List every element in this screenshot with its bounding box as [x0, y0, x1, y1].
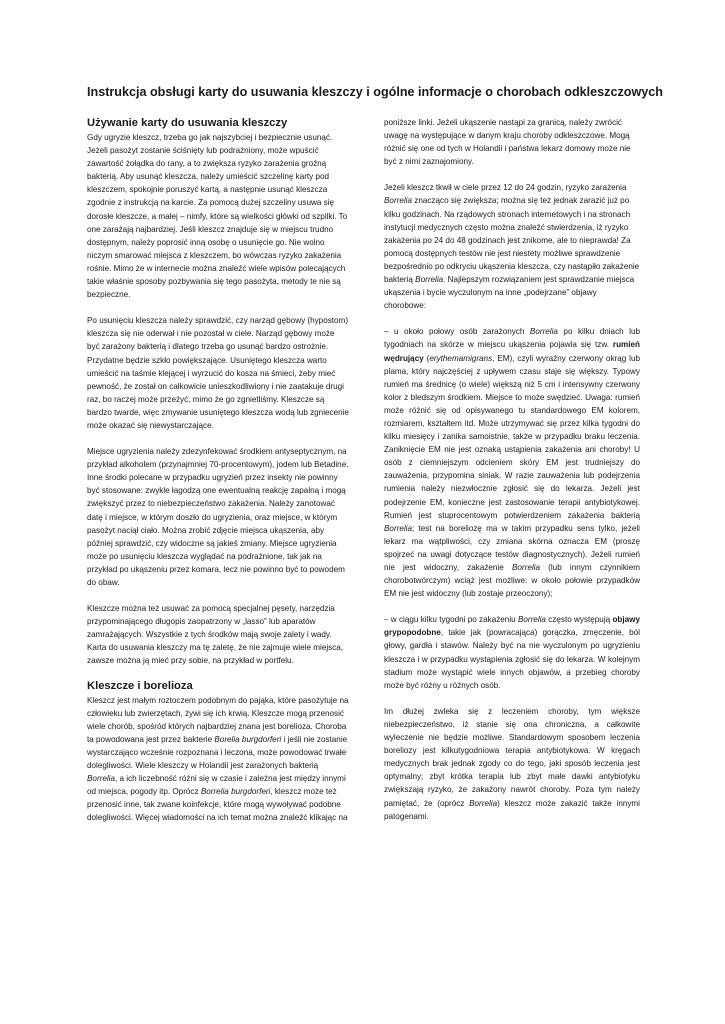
- section-heading-ticks-borreliosis: Kleszcze i borelioza: [87, 679, 193, 692]
- document-title: Instrukcja obsługi karty do usuwania kleszczy i ogólne informacje o chorobach odkleszczowych: [87, 85, 663, 99]
- italic-term: Borrelia: [384, 523, 412, 533]
- paragraph-abroad: poniższe linki. Jeżeli ukąszenie nastąpi za granicą, należy zwrócić uwagę na występujące w danym kraju choroby odkleszczowe. Mogą różnić się one od tych w Holandii i państwa lekarz domowy może nie być z nimi zaznajomiony.: [384, 118, 631, 167]
- italic-term: Borrelia: [415, 275, 444, 285]
- italic-term: Borrelia: [384, 196, 412, 206]
- bold-term: rumień wędrujący: [384, 340, 640, 363]
- italic-term: Borrelia: [511, 563, 540, 572]
- italic-term: Borrelia: [469, 798, 498, 808]
- paragraph-tick-description: Kleszcz jest małym roztoczem podobnym do pająka, które pasożytuje na człowieku lub zwierzętach, żywi się ich krwią. Kleszcze mogą przenosić wiele chorób, spośród których najbardziej znana jest borelioza. Choroba ta powodowana jest przez bakterie Borelia burgdorferi i jeśli nie zostanie wystarczająco wcześnie rozpoznana i leczona, może powodować trwałe dolegliwości. Wiele kleszczy w Holandii jest zarażonych bakterią Borrelia, a ich liczebność różni się w czasie i zależna jest między innymi od miejsca, pogody itp. Oprócz Borrelia burgdorferi, kleszcz może też przenosić inne, tak zwane koinfekcje, które mogą wywoływać podobne dolegliwości. Więcej wiadomości na ich temat można znaleźć klikając na: [87, 695, 349, 823]
- paragraph-after-removal: Po usunięciu kleszcza należy sprawdzić, czy narząd gębowy (hypostom) kleszcza się nie oderwał i nie pozostał w ciele. Narząd gębowy może być zarażony bakterią i dlatego trzeba go usunąć bardzo ostrożnie. Przydatne będzie szkło powiększające. Usuniętego kleszcza warto umieścić na taśmie klejącej i wyrzucić do kosza na śmieci, żeby mieć pewność, że został on całkowicie unieszkodliwiony i nie zaatakuje drugi raz, bo raczej może przeżyć, mimo że go zgnietliśmy. Kleszcze są bardzo twarde, więc zmywanie usuniętego kleszcza wodą lub zgniecenie może okazać się niewystarczające.: [87, 316, 349, 430]
- paragraph-erythema-migrans: – u około połowy osób zarażonych Borrelia po kilku dniach lub tygodniach na skórze w miejscu ukąszenia pojawia się tzw. rumień wędrujący (erythemamigrans, EM), czyli wyraźny czerwony okrąg lub plama, który najczęściej z upływem czasu staje się większy. Typowy rumień ma średnicę (o wiele) większą niż 5 cm i intensywny czerwony kolor z bledszym środkiem. Miejsce to może swędzieć. Uwaga: rumień może różnić się od opisywanego tu standardowego EM kolorem, rozmiarem, kształtem itd. Może utrzymywać się przez kilka tygodni do kilku miesięcy i zanika samoistnie, także w przypadku braku leczenia. Zaniknięcie EM nie jest oznaką ustąpienia zakażenia ani choroby! U osób z ciemniejszym odcieniem skóry EM jest trudniejszy do zauważenia, przypomina siniak. W razie zauważenia lub podejrzenia rumienia należy niezwłocznie zgłosić się do lekarza. Jeżeli jest podejrzenie EM, konieczne jest zastosowanie terapii antybiotykowej. Rumień jest stuprocentowym potwierdzeniem zakażenia bakterią Borrelia; test na boreliozę ma w takim przypadku sens tylko, jeżeli lekarz ma wątpliwości, czy zmiana skórna oznacza EM (proszę spojrzeć na uwagi dotyczące testów diagnostycznych). Jeżeli rumień nie jest widoczny, zakażenie Borrelia (lub innym czynnikiem chorobotwórczym) wciąż jest możliwe: w około połowie przypadków EM nie jest widoczny (lub zostaje przeoczony);: [384, 327, 640, 599]
- italic-term: Borrelia burgdorferi: [200, 787, 271, 797]
- paragraph-disinfection: Miejsce ugryzienia należy zdezynfekować środkiem antyseptycznym, na przykład alkoholem (przynajmniej 70-procentowym), jodem lub Betadine. Inne środki polecane w przypadku ugryzień przez insekty nie powinny być stosowane: zwykle łagodzą one ewentualną reakcję zapalną i mogą zwiększyć przez to niebezpieczeństwo zakażenia. Należy zanotować datę i miejsce, w którym doszło do ugryzienia, oraz miejsce, w którym pasożyt naciął ciało. Można zrobić zdjęcie miejsca ukąszenia, aby później sprawdzić, czy widoczne są jakieś zmiany. Miejsce ugryzienia może po usunięciu kleszcza wyglądać na podrażnione, tak jak na przykład po ukąszeniu przez komara, lecz nie powinno być to powodem do obaw.: [87, 447, 349, 587]
- italic-term: Borrelia: [87, 774, 115, 784]
- section-heading-tick-card: Używanie karty do usuwania kleszczy: [87, 117, 288, 129]
- paragraph-flu-symptoms: – w ciągu kilku tygodni po zakażeniu Borrelia często występują objawy grypopodobne, takie jak (powracająca) gorączka, zmęczenie, ból głowy, gardła i stawów. Należy być na nie wyczulonym po ugryzieniu kleszcza i w przypadku wystąpienia zgłosić się do lekarza. W kolejnym stadium może wystąpić wiele innych objawów, a przebieg choroby może być różny u różnych osób.: [384, 615, 640, 690]
- paragraph-other-tools: Kleszcze można też usuwać za pomocą specjalnej pęsety, narzędzia przypominającego długopis zaopatrzony w „lasso” lub aparatów zamrażających. Wszystkie z tych środków mają swoje zalety i wady. Karta do usuwania kleszczy ma tę zaletę, że nie zajmuje wiele miejsca, zawsze można ją mieć przy sobie, na przykład w portfelu.: [87, 604, 344, 666]
- right-column: [384, 116, 640, 823]
- bold-term: objawy grypopodobne: [384, 615, 640, 638]
- italic-term: Borelia burgdorferi: [214, 734, 282, 744]
- italic-term: Borrelia: [517, 615, 546, 625]
- left-column: [87, 116, 349, 825]
- paragraph-treatment: Im dłużej zwleka się z leczeniem choroby, tym większe niebezpieczeństwo, iż stanie się ona chroniczna, a całkowite wyleczenie nie będzie możliwe. Standardowym sposobem leczenia boreliozy jest kilkutygodniowa terapia antybiotykowa. W kręgach medycznych brak jednak zgody co do tego, jaki sposób leczenia jest optymalny; zbyt krótka terapia lub zbyt małe dawki antybiotyku zwiększają ryzyko, że zakażony nawrót choroby. Poza tym należy pamiętać, że (oprócz Borrelia) kleszcz może zakazić także innymi patogenami.: [384, 706, 640, 821]
- paragraph-card-usage: Gdy ugryzie kleszcz, trzeba go jak najszybciej i bezpiecznie usunąć. Jeżeli pasożyt zostanie ściśnięty lub podrażniony, może wpuścić zawartość żołądka do rany, a to zwiększa ryzyko zarażenia groźną bakterią. Aby usunąć kleszcza, należy umieścić szczelinę karty pod kleszczem, spokojnie poruszyć kartą, a następnie usunąć kleszcza zgodnie z instrukcją na karcie. Za pomocą dużej szczeliny usuwa się dorosłe kleszcze, a małej – nimfy, które są wielkości główki od szpilki. To one zarażają najbardziej. Jeśli kleszcz znajduje się w miejscu trudno dostępnym, należy poprosić inną osobę o usunięcie go. Nie wolno niczym smarować miejsca z kleszczem, bo wówczas ryzyko zakażenia rośnie. Mimo że w internecie można znaleźć wiele wpisów polecających takie właśnie sposoby pozbywania się tego pasożyta, metody te nie są bezpieczne.: [87, 133, 348, 300]
- paragraph-infection-risk: Jeżeli kleszcz tkwił w ciele przez 12 do 24 godzin, ryzyko zarażenia Borrelia znacząco się zwiększa; można się też jednak zarazić już po kilku godzinach. Na rządowych stronach internetowych i na stronach instytucji medycznych często można znaleźć stwierdzenia, iż ryzyko zakażenia po 24 do 48 godzinach jest znikome, ale to nieprawda! Za pomocą dostępnych testów nie jest niestety możliwe sprawdzenie bezpośrednio po odkryciu ukąszenia kleszcza, czy nastąpiło zakażenie bakterią Borrelia. Najlepszym rozwiązaniem jest sprawdzanie miejsca ukąszenia i bycie wyczulonym na inne „podejrzane” objawy chorobowe:: [384, 183, 640, 311]
- italic-term: Borrelia: [529, 327, 558, 337]
- italic-term: erythemamigrans: [429, 353, 493, 363]
